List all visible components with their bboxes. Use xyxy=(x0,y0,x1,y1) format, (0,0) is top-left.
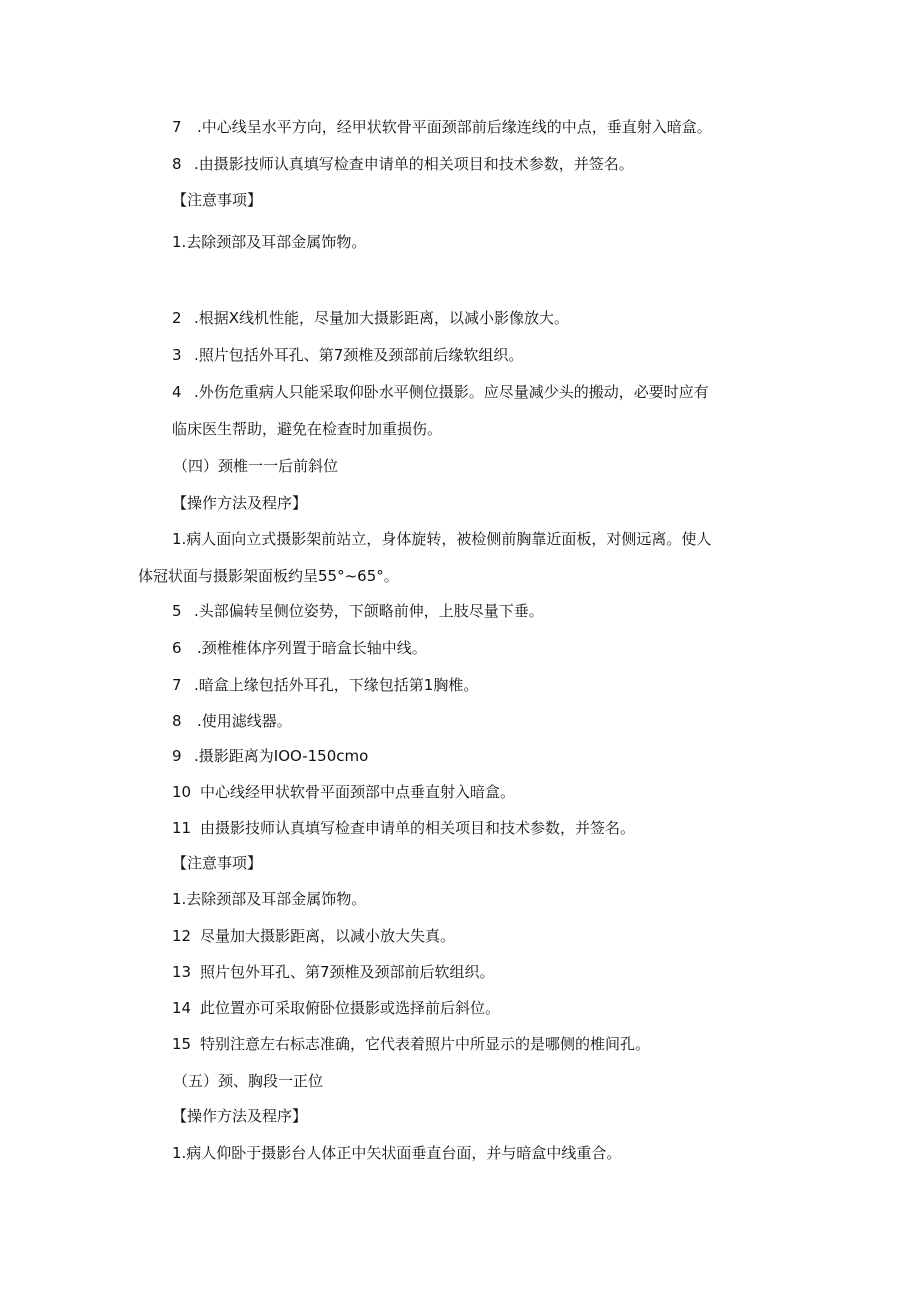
line-text: .暗盒上缘包括外耳孔，下缘包括第1胸椎。 xyxy=(194,676,479,694)
line-text: .头部偏转呈侧位姿势，下颌略前伸，上肢尽量下垂。 xyxy=(194,602,544,620)
line-text: .颈椎椎体序列置于暗盒长轴中线。 xyxy=(197,639,427,657)
line-text: 此位置亦可采取俯卧位摄影或选择前后斜位。 xyxy=(200,999,501,1017)
item-number: 8 xyxy=(172,712,182,730)
line-text: （四）颈椎一一后前斜位 xyxy=(173,457,339,475)
line-text: .照片包括外耳孔、第7颈椎及颈部前后缘软组织。 xyxy=(194,346,524,364)
item-number: 13 xyxy=(172,963,192,981)
line-text: 特别注意左右标志准确，它代表着照片中所显示的是哪侧的椎间孔。 xyxy=(200,1035,651,1053)
item-number: 7 xyxy=(172,118,182,136)
item-number: 11 xyxy=(172,819,192,837)
line-text: .外伤危重病人只能采取仰卧水平侧位摄影。应尽量减少头的搬动，必要时应有 xyxy=(194,383,709,401)
item-number: 2 xyxy=(172,309,182,327)
item-number: 8 xyxy=(172,155,182,173)
item-number: 5 xyxy=(172,602,182,620)
line-text: 由摄影技师认真填写检查申请单的相关项目和技术参数，并签名。 xyxy=(200,819,636,837)
line-text: （五）颈、胸段一正位 xyxy=(173,1072,324,1090)
item-number: 12 xyxy=(172,927,192,945)
line-text: 【注意事项】 xyxy=(172,191,263,209)
line-text: 1.去除颈部及耳部金属饰物。 xyxy=(172,233,367,251)
item-number: 3 xyxy=(172,346,182,364)
item-number: 4 xyxy=(172,383,182,401)
line-text: 中心线经甲状软骨平面颈部中点垂直射入暗盒。 xyxy=(200,783,516,801)
line-text: .使用滤线器。 xyxy=(197,712,292,730)
line-text: .由摄影技师认真填写检查申请单的相关项目和技术参数，并签名。 xyxy=(194,155,634,173)
line-text: 临床医生帮助，避免在检查时加重损伤。 xyxy=(172,420,443,438)
line-text: .中心线呈水平方向，经甲状软骨平面颈部前后缘连线的中点，垂直射入暗盒。 xyxy=(197,118,712,136)
item-number: 15 xyxy=(172,1035,192,1053)
line-text: 【操作方法及程序】 xyxy=(172,494,308,512)
line-text: 1.病人仰卧于摄影台人体正中矢状面垂直台面，并与暗盒中线重合。 xyxy=(172,1144,622,1162)
line-text: 【操作方法及程序】 xyxy=(172,1107,308,1125)
line-text: 【注意事项】 xyxy=(172,854,263,872)
line-text: .摄影距离为IOO-150cmo xyxy=(194,747,369,765)
line-text: 1.病人面向立式摄影架前站立，身体旋转，被检侧前胸靠近面板，对侧远离。使人 xyxy=(172,530,712,548)
line-text: 尽量加大摄影距离，以减小放大失真。 xyxy=(200,927,456,945)
item-number: 7 xyxy=(172,676,182,694)
item-number: 6 xyxy=(172,639,182,657)
item-number: 14 xyxy=(172,999,192,1017)
line-text: 体冠状面与摄影架面板约呈55°~65°。 xyxy=(138,567,399,585)
line-text: 1.去除颈部及耳部金属饰物。 xyxy=(172,890,367,908)
line-text: .根据X线机性能，尽量加大摄影距离，以减小影像放大。 xyxy=(194,309,570,327)
line-text: 照片包外耳孔、第7颈椎及颈部前后软组织。 xyxy=(200,963,495,981)
item-number: 9 xyxy=(172,747,182,765)
item-number: 10 xyxy=(172,783,192,801)
